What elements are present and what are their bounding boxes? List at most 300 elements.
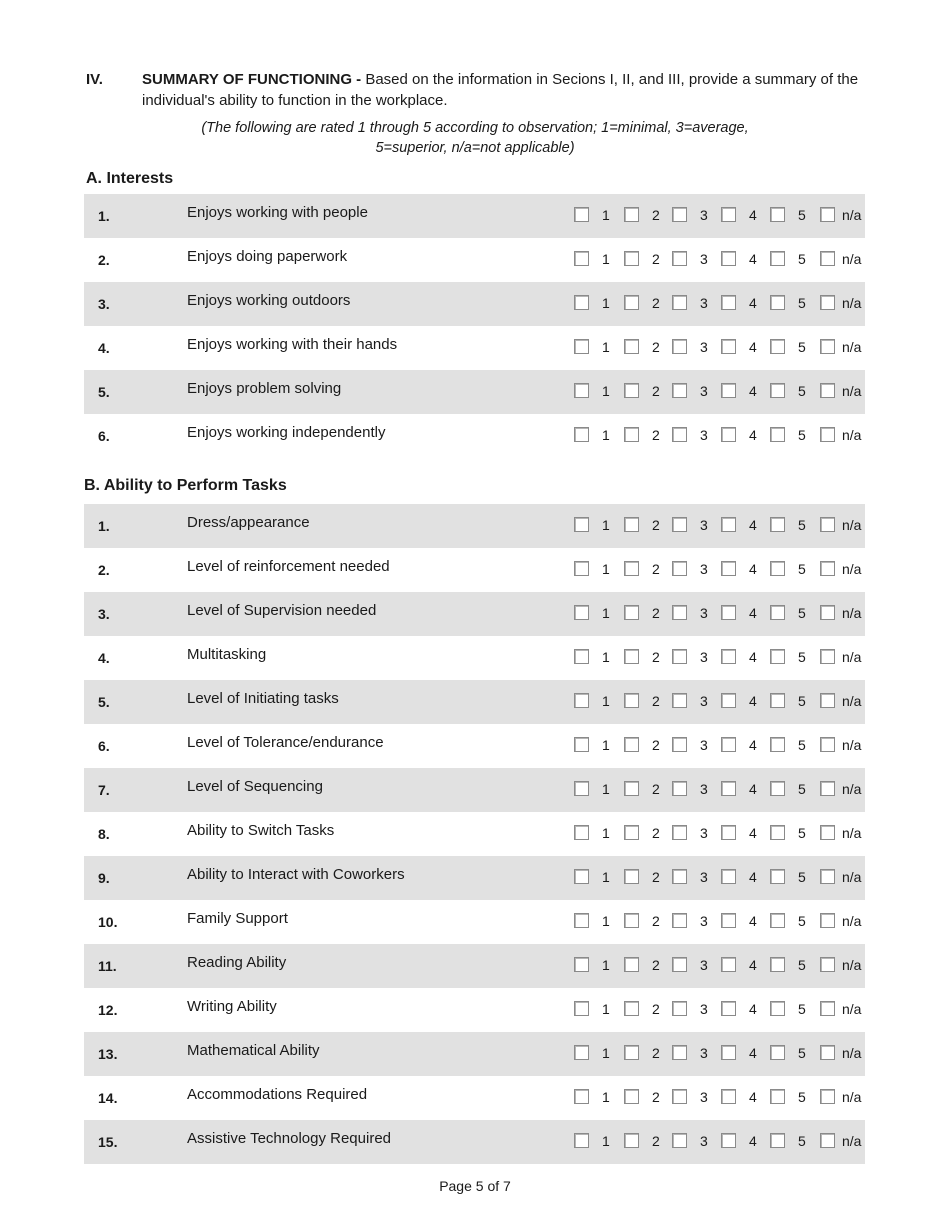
rating-checkbox[interactable] xyxy=(672,913,687,928)
rating-option-label: 1 xyxy=(602,295,610,311)
rating-checkbox[interactable] xyxy=(820,517,835,532)
rating-checkbox[interactable] xyxy=(721,383,736,398)
rating-option-label: 5 xyxy=(798,295,806,311)
rating-option-label: 2 xyxy=(652,781,660,797)
rating-checkbox[interactable] xyxy=(721,427,736,442)
rating-instructions xyxy=(150,118,800,158)
rating-checkbox[interactable] xyxy=(770,561,785,576)
rating-checkbox[interactable] xyxy=(770,1001,785,1016)
item-label: Reading Ability xyxy=(187,954,287,971)
rating-checkbox[interactable] xyxy=(820,649,835,664)
rating-checkbox[interactable] xyxy=(721,207,736,222)
rating-option-label: 3 xyxy=(700,427,708,443)
item-number: 5. xyxy=(98,694,110,710)
rating-checkbox[interactable] xyxy=(820,693,835,708)
rating-checkbox[interactable] xyxy=(574,649,589,664)
rating-option-label: 2 xyxy=(652,1133,660,1149)
rating-checkbox[interactable] xyxy=(672,339,687,354)
rating-checkbox[interactable] xyxy=(672,1001,687,1016)
rating-option-label: n/a xyxy=(842,251,862,267)
item-number: 11. xyxy=(98,958,117,974)
rating-checkbox[interactable] xyxy=(770,913,785,928)
rating-option-label: 5 xyxy=(798,427,806,443)
rating-checkbox[interactable] xyxy=(820,1089,835,1104)
rating-checkbox[interactable] xyxy=(672,207,687,222)
instruction-line-2: 5=superior, n/a=not applicable) xyxy=(375,140,575,156)
rating-checkbox[interactable] xyxy=(770,957,785,972)
rating-checkbox[interactable] xyxy=(721,693,736,708)
rating-option-label: 5 xyxy=(798,561,806,577)
task-row xyxy=(84,1076,865,1120)
item-label: Accommodations Required xyxy=(187,1086,368,1103)
rating-checkbox[interactable] xyxy=(624,561,639,576)
rating-checkbox[interactable] xyxy=(574,825,589,840)
rating-option-label: 2 xyxy=(652,339,660,355)
item-label: Ability to Switch Tasks xyxy=(187,822,335,839)
rating-checkbox[interactable] xyxy=(624,825,639,840)
rating-option-label: 4 xyxy=(749,517,757,533)
rating-checkbox[interactable] xyxy=(672,1045,687,1060)
rating-option-label: 2 xyxy=(652,251,660,267)
rating-checkbox[interactable] xyxy=(574,605,589,620)
rating-option-label: 5 xyxy=(798,383,806,399)
rating-checkbox[interactable] xyxy=(770,825,785,840)
rating-checkbox[interactable] xyxy=(770,383,785,398)
rating-option-label: 4 xyxy=(749,207,757,223)
item-number: 7. xyxy=(98,782,110,798)
rating-option-label: 5 xyxy=(798,825,806,841)
rating-option-label: n/a xyxy=(842,781,862,797)
rating-checkbox[interactable] xyxy=(721,913,736,928)
item-label: Enjoys working independently xyxy=(187,424,386,441)
rating-checkbox[interactable] xyxy=(820,869,835,884)
rating-checkbox[interactable] xyxy=(672,561,687,576)
rating-checkbox[interactable] xyxy=(624,605,639,620)
rating-checkbox[interactable] xyxy=(721,295,736,310)
rating-checkbox[interactable] xyxy=(672,383,687,398)
rating-option-label: 2 xyxy=(652,561,660,577)
rating-option-label: 4 xyxy=(749,825,757,841)
task-row xyxy=(84,1120,865,1164)
rating-checkbox[interactable] xyxy=(574,1133,589,1148)
rating-option-label: 1 xyxy=(602,913,610,929)
tasks-table xyxy=(84,504,865,1164)
rating-checkbox[interactable] xyxy=(574,1045,589,1060)
rating-option-label: 4 xyxy=(749,913,757,929)
item-label: Enjoys doing paperwork xyxy=(187,248,348,265)
rating-option-label: 2 xyxy=(652,693,660,709)
rating-checkbox[interactable] xyxy=(820,1045,835,1060)
rating-option-label: 3 xyxy=(700,207,708,223)
rating-option-label: n/a xyxy=(842,693,862,709)
rating-checkbox[interactable] xyxy=(574,693,589,708)
item-label: Multitasking xyxy=(187,646,267,663)
rating-checkbox[interactable] xyxy=(820,295,835,310)
rating-checkbox[interactable] xyxy=(721,1001,736,1016)
item-label: Enjoys working with people xyxy=(187,204,368,221)
rating-option-label: n/a xyxy=(842,1133,862,1149)
section-description xyxy=(142,69,872,111)
item-label: Level of Sequencing xyxy=(187,778,323,795)
rating-option-label: 1 xyxy=(602,1045,610,1061)
rating-checkbox[interactable] xyxy=(721,1089,736,1104)
rating-checkbox[interactable] xyxy=(574,427,589,442)
rating-option-label: 5 xyxy=(798,207,806,223)
rating-checkbox[interactable] xyxy=(574,517,589,532)
rating-option-label: 2 xyxy=(652,517,660,533)
section-title: SUMMARY OF FUNCTIONING - xyxy=(142,71,362,88)
item-number: 1. xyxy=(98,208,110,224)
rating-checkbox[interactable] xyxy=(770,605,785,620)
rating-checkbox[interactable] xyxy=(624,295,639,310)
rating-checkbox[interactable] xyxy=(820,605,835,620)
rating-checkbox[interactable] xyxy=(574,251,589,266)
rating-option-label: 4 xyxy=(749,781,757,797)
rating-checkbox[interactable] xyxy=(624,957,639,972)
rating-option-label: 3 xyxy=(700,1045,708,1061)
rating-option-label: 1 xyxy=(602,517,610,533)
rating-option-label: 5 xyxy=(798,781,806,797)
rating-option-label: 3 xyxy=(700,825,708,841)
rating-checkbox[interactable] xyxy=(770,1045,785,1060)
task-row xyxy=(84,900,865,944)
rating-option-label: 3 xyxy=(700,649,708,665)
rating-option-label: 5 xyxy=(798,649,806,665)
item-number: 10. xyxy=(98,914,118,930)
rating-checkbox[interactable] xyxy=(820,383,835,398)
rating-option-label: n/a xyxy=(842,913,862,929)
task-row xyxy=(84,988,865,1032)
item-number: 13. xyxy=(98,1046,118,1062)
rating-option-label: 4 xyxy=(749,649,757,665)
rating-option-label: 1 xyxy=(602,251,610,267)
rating-checkbox[interactable] xyxy=(820,1133,835,1148)
rating-checkbox[interactable] xyxy=(672,251,687,266)
rating-option-label: 2 xyxy=(652,295,660,311)
rating-option-label: 2 xyxy=(652,1045,660,1061)
rating-checkbox[interactable] xyxy=(574,957,589,972)
rating-option-label: n/a xyxy=(842,207,862,223)
item-label: Dress/appearance xyxy=(187,514,310,531)
rating-checkbox[interactable] xyxy=(672,737,687,752)
item-number: 3. xyxy=(98,606,110,622)
rating-option-label: 5 xyxy=(798,1001,806,1017)
rating-checkbox[interactable] xyxy=(770,737,785,752)
rating-option-label: n/a xyxy=(842,869,862,885)
rating-checkbox[interactable] xyxy=(721,561,736,576)
rating-checkbox[interactable] xyxy=(721,737,736,752)
item-label: Enjoys problem solving xyxy=(187,380,342,397)
rating-checkbox[interactable] xyxy=(624,1089,639,1104)
item-number: 15. xyxy=(98,1134,118,1150)
rating-checkbox[interactable] xyxy=(770,339,785,354)
section-number: IV. xyxy=(86,71,103,88)
rating-option-label: 1 xyxy=(602,1133,610,1149)
rating-checkbox[interactable] xyxy=(624,251,639,266)
rating-checkbox[interactable] xyxy=(721,1133,736,1148)
rating-option-label: 1 xyxy=(602,649,610,665)
rating-option-label: 3 xyxy=(700,737,708,753)
rating-checkbox[interactable] xyxy=(624,737,639,752)
item-number: 14. xyxy=(98,1090,118,1106)
rating-option-label: 3 xyxy=(700,605,708,621)
rating-option-label: 4 xyxy=(749,295,757,311)
rating-option-label: 1 xyxy=(602,1001,610,1017)
rating-checkbox[interactable] xyxy=(574,913,589,928)
task-row xyxy=(84,724,865,768)
rating-checkbox[interactable] xyxy=(624,913,639,928)
rating-checkbox[interactable] xyxy=(672,427,687,442)
rating-option-label: 5 xyxy=(798,1089,806,1105)
rating-option-label: n/a xyxy=(842,383,862,399)
item-label: Ability to Interact with Coworkers xyxy=(187,866,405,883)
item-label: Level of Supervision needed xyxy=(187,602,377,619)
rating-option-label: n/a xyxy=(842,561,862,577)
interest-row xyxy=(84,238,865,282)
rating-option-label: 3 xyxy=(700,693,708,709)
rating-checkbox[interactable] xyxy=(574,869,589,884)
rating-option-label: 1 xyxy=(602,737,610,753)
rating-checkbox[interactable] xyxy=(624,869,639,884)
task-row xyxy=(84,548,865,592)
rating-option-label: 4 xyxy=(749,605,757,621)
rating-option-label: 3 xyxy=(700,1089,708,1105)
rating-option-label: 2 xyxy=(652,869,660,885)
item-label: Writing Ability xyxy=(187,998,277,1015)
rating-option-label: 5 xyxy=(798,251,806,267)
rating-checkbox[interactable] xyxy=(770,295,785,310)
rating-option-label: 2 xyxy=(652,649,660,665)
item-number: 3. xyxy=(98,296,110,312)
rating-option-label: n/a xyxy=(842,605,862,621)
rating-checkbox[interactable] xyxy=(574,295,589,310)
rating-checkbox[interactable] xyxy=(721,605,736,620)
rating-option-label: 2 xyxy=(652,383,660,399)
interest-row xyxy=(84,414,865,458)
rating-checkbox[interactable] xyxy=(672,517,687,532)
rating-checkbox[interactable] xyxy=(574,737,589,752)
item-number: 2. xyxy=(98,252,110,268)
item-number: 8. xyxy=(98,826,110,842)
rating-checkbox[interactable] xyxy=(672,649,687,664)
rating-checkbox[interactable] xyxy=(624,1045,639,1060)
rating-option-label: 5 xyxy=(798,869,806,885)
rating-option-label: n/a xyxy=(842,427,862,443)
rating-option-label: 1 xyxy=(602,383,610,399)
rating-checkbox[interactable] xyxy=(624,207,639,222)
task-row xyxy=(84,856,865,900)
rating-option-label: 5 xyxy=(798,339,806,355)
rating-checkbox[interactable] xyxy=(574,1089,589,1104)
rating-option-label: 5 xyxy=(798,957,806,973)
rating-checkbox[interactable] xyxy=(574,207,589,222)
rating-option-label: 2 xyxy=(652,207,660,223)
rating-checkbox[interactable] xyxy=(820,825,835,840)
rating-checkbox[interactable] xyxy=(820,427,835,442)
rating-option-label: n/a xyxy=(842,737,862,753)
rating-option-label: n/a xyxy=(842,517,862,533)
item-label: Level of Initiating tasks xyxy=(187,690,339,707)
item-number: 6. xyxy=(98,738,110,754)
rating-option-label: 2 xyxy=(652,737,660,753)
rating-option-label: 2 xyxy=(652,1001,660,1017)
interest-row xyxy=(84,194,865,238)
task-row xyxy=(84,636,865,680)
rating-checkbox[interactable] xyxy=(770,693,785,708)
rating-checkbox[interactable] xyxy=(672,825,687,840)
rating-option-label: n/a xyxy=(842,1045,862,1061)
item-label: Family Support xyxy=(187,910,288,927)
rating-option-label: 3 xyxy=(700,957,708,973)
rating-checkbox[interactable] xyxy=(672,295,687,310)
rating-option-label: 5 xyxy=(798,737,806,753)
rating-checkbox[interactable] xyxy=(770,649,785,664)
tasks-heading: B. Ability to Perform Tasks xyxy=(84,477,287,494)
rating-option-label: 3 xyxy=(700,295,708,311)
task-row xyxy=(84,1032,865,1076)
rating-checkbox[interactable] xyxy=(721,869,736,884)
rating-checkbox[interactable] xyxy=(574,1001,589,1016)
rating-option-label: 3 xyxy=(700,781,708,797)
interest-row xyxy=(84,326,865,370)
rating-option-label: 3 xyxy=(700,251,708,267)
rating-checkbox[interactable] xyxy=(770,207,785,222)
rating-option-label: 3 xyxy=(700,913,708,929)
rating-option-label: 1 xyxy=(602,427,610,443)
item-label: Enjoys working outdoors xyxy=(187,292,351,309)
rating-option-label: 3 xyxy=(700,1001,708,1017)
rating-checkbox[interactable] xyxy=(770,1133,785,1148)
rating-checkbox[interactable] xyxy=(770,251,785,266)
rating-option-label: 4 xyxy=(749,1089,757,1105)
rating-option-label: 4 xyxy=(749,339,757,355)
rating-option-label: 3 xyxy=(700,517,708,533)
rating-checkbox[interactable] xyxy=(820,737,835,752)
rating-option-label: n/a xyxy=(842,339,862,355)
rating-checkbox[interactable] xyxy=(820,339,835,354)
rating-checkbox[interactable] xyxy=(624,1001,639,1016)
rating-checkbox[interactable] xyxy=(770,1089,785,1104)
rating-checkbox[interactable] xyxy=(574,383,589,398)
rating-checkbox[interactable] xyxy=(820,781,835,796)
rating-checkbox[interactable] xyxy=(624,517,639,532)
rating-checkbox[interactable] xyxy=(721,781,736,796)
rating-option-label: 2 xyxy=(652,605,660,621)
item-number: 2. xyxy=(98,562,110,578)
rating-checkbox[interactable] xyxy=(672,781,687,796)
rating-option-label: 2 xyxy=(652,427,660,443)
rating-checkbox[interactable] xyxy=(820,207,835,222)
rating-option-label: 3 xyxy=(700,339,708,355)
rating-checkbox[interactable] xyxy=(672,1133,687,1148)
rating-checkbox[interactable] xyxy=(820,251,835,266)
instruction-line-1: (The following are rated 1 through 5 according to observation; 1=minimal, 3=average, xyxy=(201,120,749,136)
rating-option-label: 5 xyxy=(798,605,806,621)
rating-option-label: 1 xyxy=(602,561,610,577)
rating-checkbox[interactable] xyxy=(770,781,785,796)
rating-checkbox[interactable] xyxy=(672,693,687,708)
rating-option-label: 1 xyxy=(602,605,610,621)
rating-checkbox[interactable] xyxy=(624,1133,639,1148)
interest-row xyxy=(84,370,865,414)
rating-checkbox[interactable] xyxy=(721,649,736,664)
rating-checkbox[interactable] xyxy=(672,605,687,620)
page-number: Page 5 of 7 xyxy=(439,1178,511,1194)
rating-option-label: n/a xyxy=(842,957,862,973)
section-text: Based on the information in Secions I, II, and III, provide a summary of the individual's ability to function in the workplace. xyxy=(142,71,859,109)
rating-option-label: 4 xyxy=(749,1001,757,1017)
rating-checkbox[interactable] xyxy=(721,957,736,972)
rating-checkbox[interactable] xyxy=(721,339,736,354)
rating-checkbox[interactable] xyxy=(820,913,835,928)
rating-option-label: 4 xyxy=(749,427,757,443)
task-row xyxy=(84,680,865,724)
task-row xyxy=(84,944,865,988)
rating-checkbox[interactable] xyxy=(574,561,589,576)
item-label: Assistive Technology Required xyxy=(187,1130,392,1147)
task-row xyxy=(84,504,865,548)
rating-option-label: 3 xyxy=(700,1133,708,1149)
task-row xyxy=(84,592,865,636)
rating-option-label: 4 xyxy=(749,869,757,885)
rating-option-label: 5 xyxy=(798,517,806,533)
rating-option-label: n/a xyxy=(842,825,862,841)
rating-option-label: 1 xyxy=(602,693,610,709)
task-row xyxy=(84,768,865,812)
rating-checkbox[interactable] xyxy=(672,957,687,972)
rating-checkbox[interactable] xyxy=(672,1089,687,1104)
rating-checkbox[interactable] xyxy=(770,869,785,884)
rating-checkbox[interactable] xyxy=(770,517,785,532)
rating-option-label: 4 xyxy=(749,561,757,577)
interest-row xyxy=(84,282,865,326)
rating-checkbox[interactable] xyxy=(574,781,589,796)
rating-option-label: 2 xyxy=(652,825,660,841)
rating-option-label: 4 xyxy=(749,1133,757,1149)
rating-checkbox[interactable] xyxy=(721,825,736,840)
rating-checkbox[interactable] xyxy=(624,649,639,664)
rating-option-label: 1 xyxy=(602,207,610,223)
rating-checkbox[interactable] xyxy=(624,693,639,708)
rating-checkbox[interactable] xyxy=(721,251,736,266)
rating-option-label: 4 xyxy=(749,383,757,399)
rating-checkbox[interactable] xyxy=(820,561,835,576)
rating-checkbox[interactable] xyxy=(770,427,785,442)
task-row xyxy=(84,812,865,856)
rating-option-label: 2 xyxy=(652,957,660,973)
rating-checkbox[interactable] xyxy=(820,957,835,972)
rating-option-label: 1 xyxy=(602,825,610,841)
rating-option-label: 4 xyxy=(749,1045,757,1061)
item-number: 4. xyxy=(98,650,110,666)
rating-checkbox[interactable] xyxy=(624,781,639,796)
rating-checkbox[interactable] xyxy=(624,383,639,398)
rating-checkbox[interactable] xyxy=(721,517,736,532)
rating-checkbox[interactable] xyxy=(624,339,639,354)
rating-option-label: 3 xyxy=(700,383,708,399)
rating-checkbox[interactable] xyxy=(624,427,639,442)
rating-option-label: 1 xyxy=(602,781,610,797)
rating-checkbox[interactable] xyxy=(820,1001,835,1016)
rating-checkbox[interactable] xyxy=(672,869,687,884)
rating-option-label: 1 xyxy=(602,957,610,973)
item-number: 1. xyxy=(98,518,110,534)
rating-option-label: 1 xyxy=(602,1089,610,1105)
rating-option-label: 4 xyxy=(749,693,757,709)
rating-checkbox[interactable] xyxy=(721,1045,736,1060)
rating-option-label: 1 xyxy=(602,339,610,355)
rating-checkbox[interactable] xyxy=(574,339,589,354)
